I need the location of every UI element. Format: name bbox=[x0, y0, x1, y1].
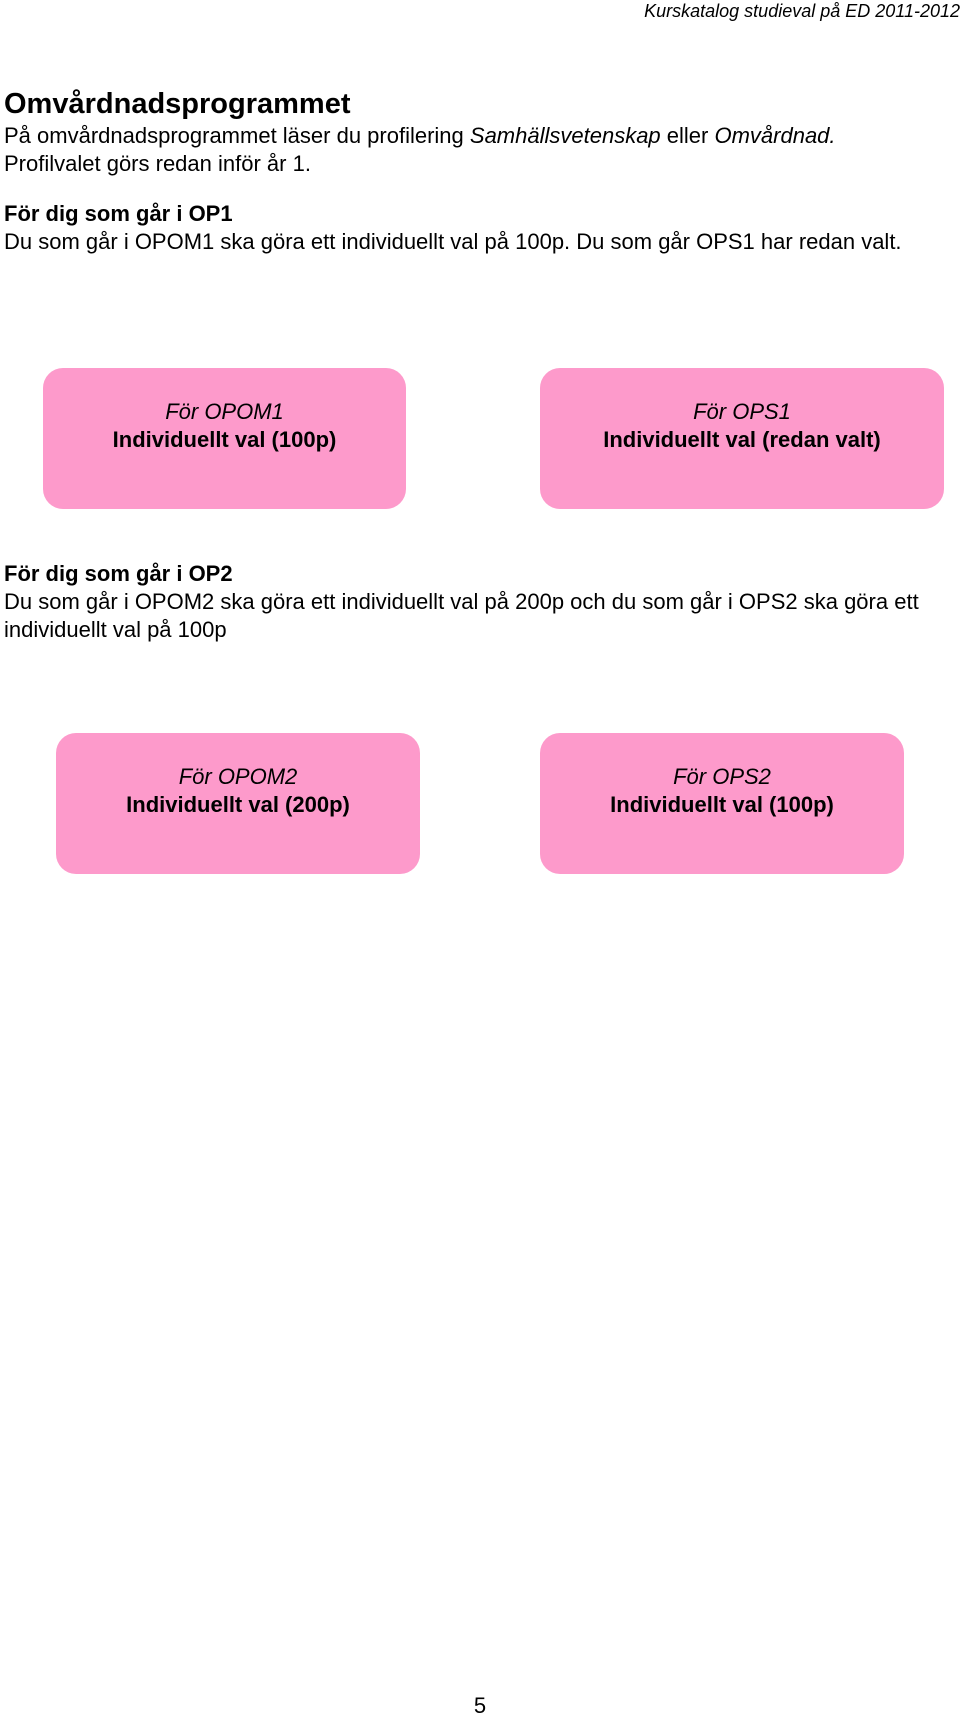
section-heading-op1: För dig som går i OP1 bbox=[4, 201, 233, 226]
section-heading-op2: För dig som går i OP2 bbox=[4, 561, 233, 586]
intro-text-3: Profilvalet görs redan inför år 1. bbox=[4, 151, 311, 176]
choice-box-prefix: För OPS2 bbox=[673, 764, 771, 789]
page-number: 5 bbox=[473, 1693, 487, 1718]
section-text-op1: Du som går i OPOM1 ska göra ett individuellt val på 100p. Du som går OPS1 har redan valt. bbox=[4, 229, 902, 254]
choice-box-label: Individuellt val (200p) bbox=[126, 792, 350, 817]
intro-paragraph bbox=[4, 122, 956, 178]
choice-box-ops2 bbox=[540, 733, 904, 874]
choice-box-prefix: För OPOM1 bbox=[165, 399, 284, 424]
choice-box-label: Individuellt val (100p) bbox=[112, 427, 337, 452]
choice-box-label: Individuellt val (100p) bbox=[610, 792, 834, 817]
choice-box-prefix: För OPOM2 bbox=[178, 764, 298, 789]
intro-text-1: På omvårdnadsprogrammet läser du profilering bbox=[4, 123, 470, 148]
running-header: Kurskatalog studieval på ED 2011-2012 bbox=[644, 1, 960, 21]
section-text-op2: Du som går i OPOM2 ska göra ett individuellt val på 200p och du som går i OPS2 ska göra ett individuellt val på 100p bbox=[4, 589, 919, 642]
choice-box-opom1 bbox=[43, 368, 406, 509]
page-title: Omvårdnadsprogrammet bbox=[4, 88, 351, 120]
intro-profile-2: Omvårdnad. bbox=[714, 123, 836, 148]
intro-profile-1: Samhällsvetenskap bbox=[469, 123, 661, 148]
choice-box-label: Individuellt val (redan valt) bbox=[603, 427, 881, 452]
choice-box-opom2 bbox=[56, 733, 420, 874]
choice-box-ops1 bbox=[540, 368, 944, 509]
intro-text-2: eller bbox=[660, 123, 715, 148]
choice-box-prefix: För OPS1 bbox=[693, 399, 791, 424]
